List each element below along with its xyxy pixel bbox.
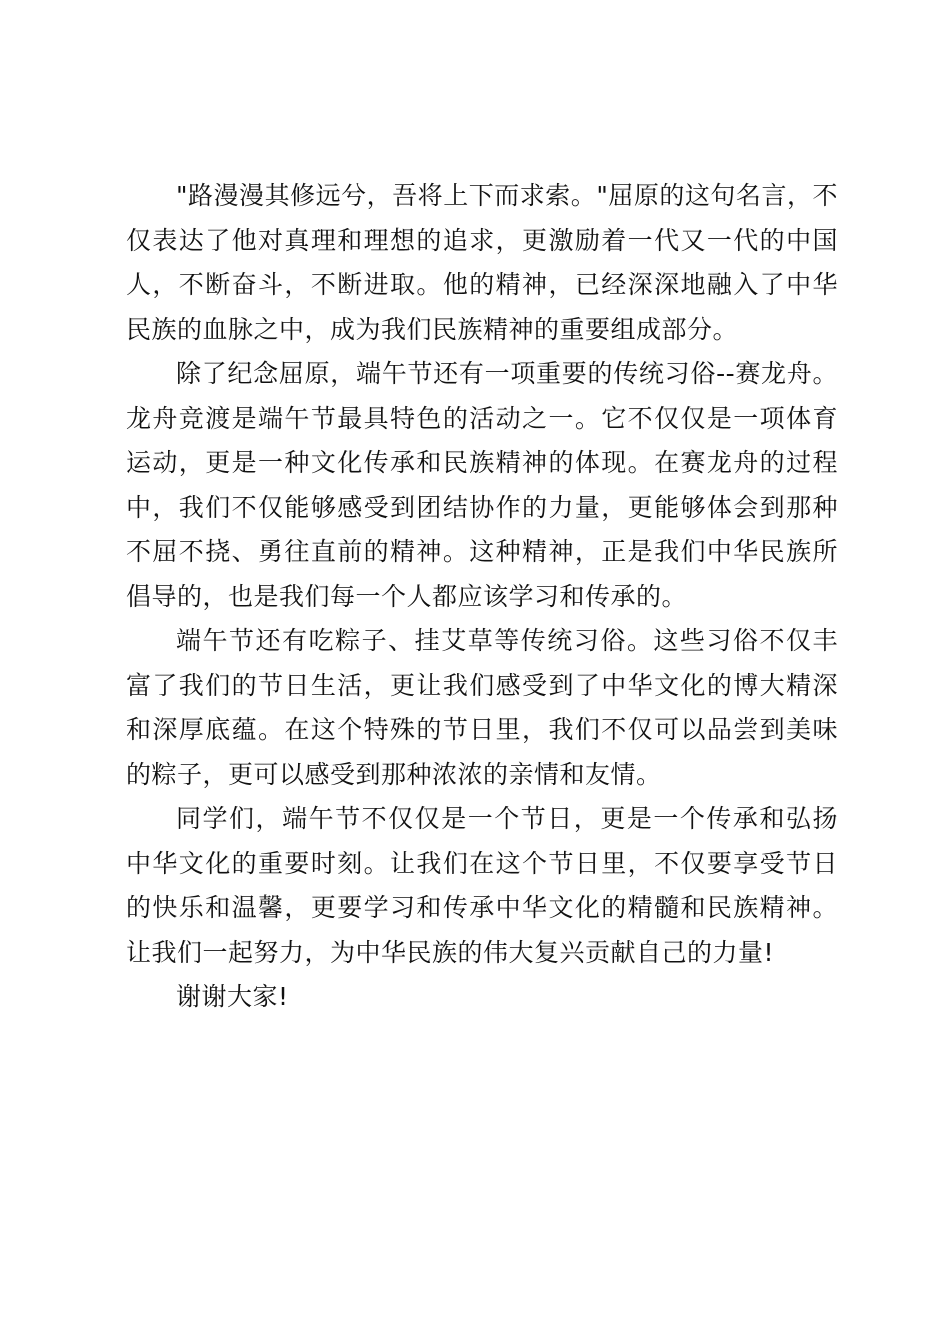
paragraph-call-to-action: 同学们，端午节不仅仅是一个节日，更是一个传承和弘扬中华文化的重要时刻。让我们在这个节日里，不仅要享受节日的快乐和温馨，更要学习和传承中华文化的精髓和民族精神。让我们一起努力，为中华民族的伟大复兴贡献自己的力量! xyxy=(126,804,838,967)
paragraph-quyuan-quote: "路漫漫其修远兮，吾将上下而求索。"屈原的这句名言，不仅表达了他对真理和理想的追求，更激励着一代又一代的中国人，不断奋斗，不断进取。他的精神，已经深深地融入了中华民族的血脉之中，成为我们民族精神的重要组成部分。 xyxy=(126,181,838,344)
paragraph-dragon-boat: 除了纪念屈原，端午节还有一项重要的传统习俗--赛龙舟。龙舟竞渡是端午节最具特色的活动之一。它不仅仅是一项体育运动，更是一种文化传承和民族精神的体现。在赛龙舟的过程中，我们不仅能够感受到团结协作的力量，更能够体会到那种不屈不挠、勇往直前的精神。这种精神，正是我们中华民族所倡导的，也是我们每一个人都应该学习和传承的。 xyxy=(126,359,838,611)
paragraph-zongzi-customs: 端午节还有吃粽子、挂艾草等传统习俗。这些习俗不仅丰富了我们的节日生活，更让我们感受到了中华文化的博大精深和深厚底蕴。在这个特殊的节日里，我们不仅可以品尝到美味的粽子，更可以感受到那种浓浓的亲情和友情。 xyxy=(126,626,838,789)
speech-body xyxy=(126,174,838,1020)
paragraph-thanks: 谢谢大家! xyxy=(176,982,289,1011)
